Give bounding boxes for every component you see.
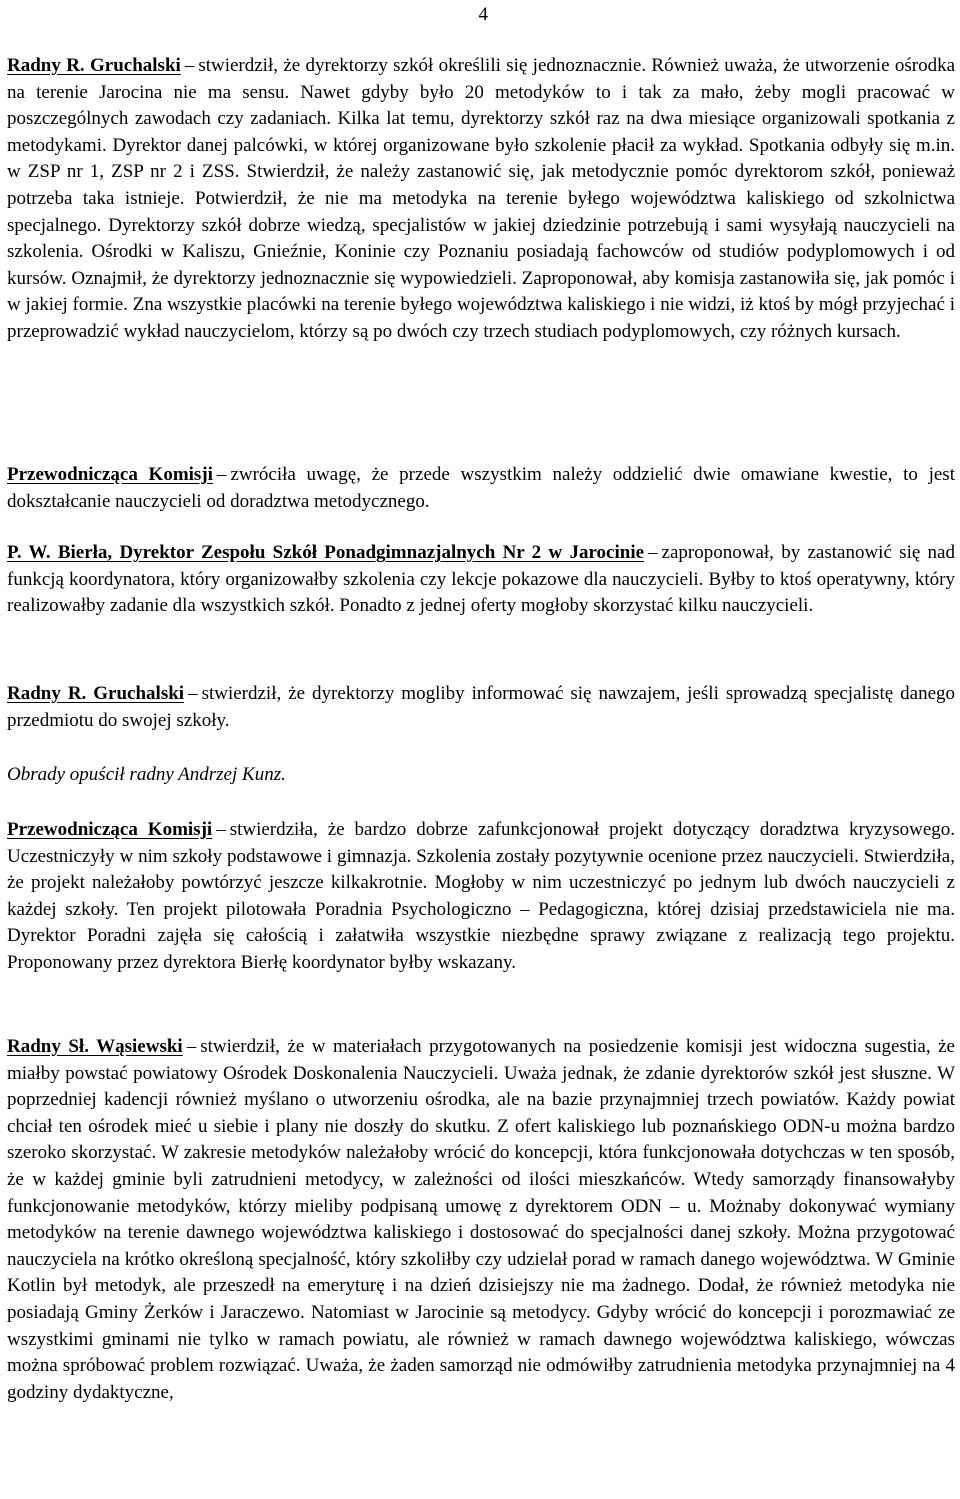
- paragraph-text: stwierdził, że w materiałach przygotowanych na posiedzenie komisji jest widoczna sugestia, że miałby powstać powiatowy Ośrodek Doskonalenia Nauczycieli. Uważa jednak, że zdanie dyrektorów szkół jest słuszne. W poprzedniej kadencji również myślano o utworzeniu ośrodka, ale na bazie przynajmniej trzech powiatów. Każdy powiat chciał ten ośrodek mieć u siebie i plany nie doszły do skutku. Z ofert kaliskiego lub poznańskiego ODN-u można bardzo szeroko skorzystać. W zakresie metodyków należałoby wrócić do koncepcji, która funkcjonowała dotychczas w ten sposób, że w każdej gminie byli zatrudnieni metodycy, w zależności od ilości mieszkańców. Wtedy samorządy finansowałyby funkcjonowanie metodyków, którzy mieliby podpisaną umowę z dyrektorem ODN – u. Możnaby dokonywać wymiany metodyków na terenie dawnego województwa kaliskiego i dostosować do specjalności danej szkoły. Można przygotować nauczyciela na krótko określoną specjalność, który szkoliłby czy udzielał porad w ramach danego województwa. W Gminie Kotlin był metodyk, ale przeszedł na emeryturę i na dzień dzisiejszy nie ma żadnego. Dodał, że również metodyka nie posiadają Gminy Żerków i Jaraczewo. Natomiast w Jarocinie są metodycy. Gdyby wrócić do koncepcji i porozmawiać ze wszystkimi gminami nie tylko w ramach powiatu, ale również w ramach dawnego województwa kaliskiego, wówczas można spróbować problem rozwiązać. Uważa, że żaden samorząd nie odmówiłby zatrudnienia metodyka przynajmniej na 4 godziny dydaktyczne,: [7, 1036, 955, 1403]
- speaker-name: Przewodnicząca Komisji: [7, 819, 213, 840]
- paragraph-bierla: [7, 540, 955, 620]
- speaker-dash: –: [648, 542, 658, 563]
- paragraph-text: stwierdził, że dyrektorzy szkół określili się jednoznacznie. Również uważa, że utworzenie ośrodka na terenie Jarocina nie ma sensu. Nawet gdyby było 20 metodyków to i tak za mało, żeby mogli pracować w poszczególnych zawodach czy zadaniach. Kilka lat temu, dyrektorzy szkół raz na dwa miesiące organizowali spotkania z metodykami. Dyrektor danej palcówki, w której organizowane było szkolenie płacił za wykład. Spotkania odbyły się m.in. w ZSP nr 1, ZSP nr 2 i ZSS. Stwierdził, że należy zastanowić się, jak metodycznie pomóc dyrektorom szkół, ponieważ potrzeba taka istnieje. Potwierdził, że nie ma metodyka na terenie byłego województwa kaliskiego od szkolnictwa specjalnego. Dyrektorzy szkół dobrze wiedzą, specjalistów w jakiej dziedzinie potrzebują i sami wysyłają nauczycieli na szkolenia. Ośrodki w Kaliszu, Gnieźnie, Koninie czy Poznaniu posiadają fachowców od studiów podyplomowych i od kursów. Oznajmił, że dyrektorzy jednoznacznie się wypowiedzieli. Zaproponował, aby komisja zastanowiła się, jak pomóc i w jakiej formie. Zna wszystkie placówki na terenie byłego województwa kaliskiego i nie widzi, iż ktoś by mógł przyjechać i przeprowadzić wykład nauczycielom, którzy są po dwóch czy trzech studiach podyplomowych, czy różnych kursach.: [7, 55, 956, 342]
- paragraph-przewodniczaca-2: [7, 817, 955, 977]
- paragraph-gruchalski-2: [7, 681, 955, 734]
- paragraph-text: zaproponował, by zastanowić się nad funkcją koordynatora, który organizowałby szkolenia czy lekcje pokazowe dla nauczycieli. Byłby to ktoś operatywny, który realizowałby zadanie dla wszystkich szkół. Ponadto z jednej oferty mogłoby skorzystać kilku nauczycieli.: [7, 542, 955, 617]
- paragraph-przewodniczaca-1: [7, 462, 955, 515]
- paragraph-text: stwierdziła, że bardzo dobrze zafunkcjonował projekt dotyczący doradztwa kryzysowego. Uczestniczyły w nim szkoły podstawowe i gimnazja. Szkolenia zostały pozytywnie ocenione przez nauczycieli. Stwierdziła, że projekt należałoby powtórzyć jeszcze kilkakrotnie. Mogłoby w nim uczestniczyć po jednym lub dwóch nauczycieli z każdej szkoły. Ten projekt pilotowała Poradnia Psychologiczno – Pedagogiczna, której dzisiaj przedstawiciela nie ma. Dyrektor Poradni zajęła się całością i załatwiła wszystkie niezbędne sprawy związane z realizacją tego projektu. Proponowany przez dyrektora Bierłę koordynator byłby wskazany.: [7, 819, 955, 973]
- speaker-dash: –: [188, 683, 198, 704]
- page-number: 4: [478, 4, 488, 25]
- session-note: Obrady opuścił radny Andrzej Kunz.: [7, 764, 286, 785]
- speaker-dash: –: [216, 819, 226, 840]
- paragraph-text: zwróciła uwagę, że przede wszystkim należy oddzielić dwie omawiane kwestie, to jest dokształcanie nauczycieli od doradztwa metodycznego.: [7, 464, 955, 512]
- speaker-name: Radny R. Gruchalski: [7, 55, 181, 76]
- paragraph-wasiewski: [7, 1034, 955, 1406]
- speaker-dash: –: [216, 464, 227, 485]
- speaker-name: Radny R. Gruchalski: [7, 683, 185, 704]
- paragraph-text: stwierdził, że dyrektorzy mogliby informować się nawzajem, jeśli sprowadzą specjalistę danego przedmiotu do swojej szkoły.: [7, 683, 955, 731]
- paragraph-gruchalski-1: [7, 53, 955, 346]
- speaker-name: P. W. Bierła, Dyrektor Zespołu Szkół Ponadgimnazjalnych Nr 2 w Jarocinie: [7, 542, 645, 563]
- speaker-name: Radny Sł. Wąsiewski: [7, 1036, 183, 1057]
- speaker-dash: –: [186, 1036, 197, 1057]
- speaker-dash: –: [184, 55, 195, 76]
- speaker-name: Przewodnicząca Komisji: [7, 464, 213, 485]
